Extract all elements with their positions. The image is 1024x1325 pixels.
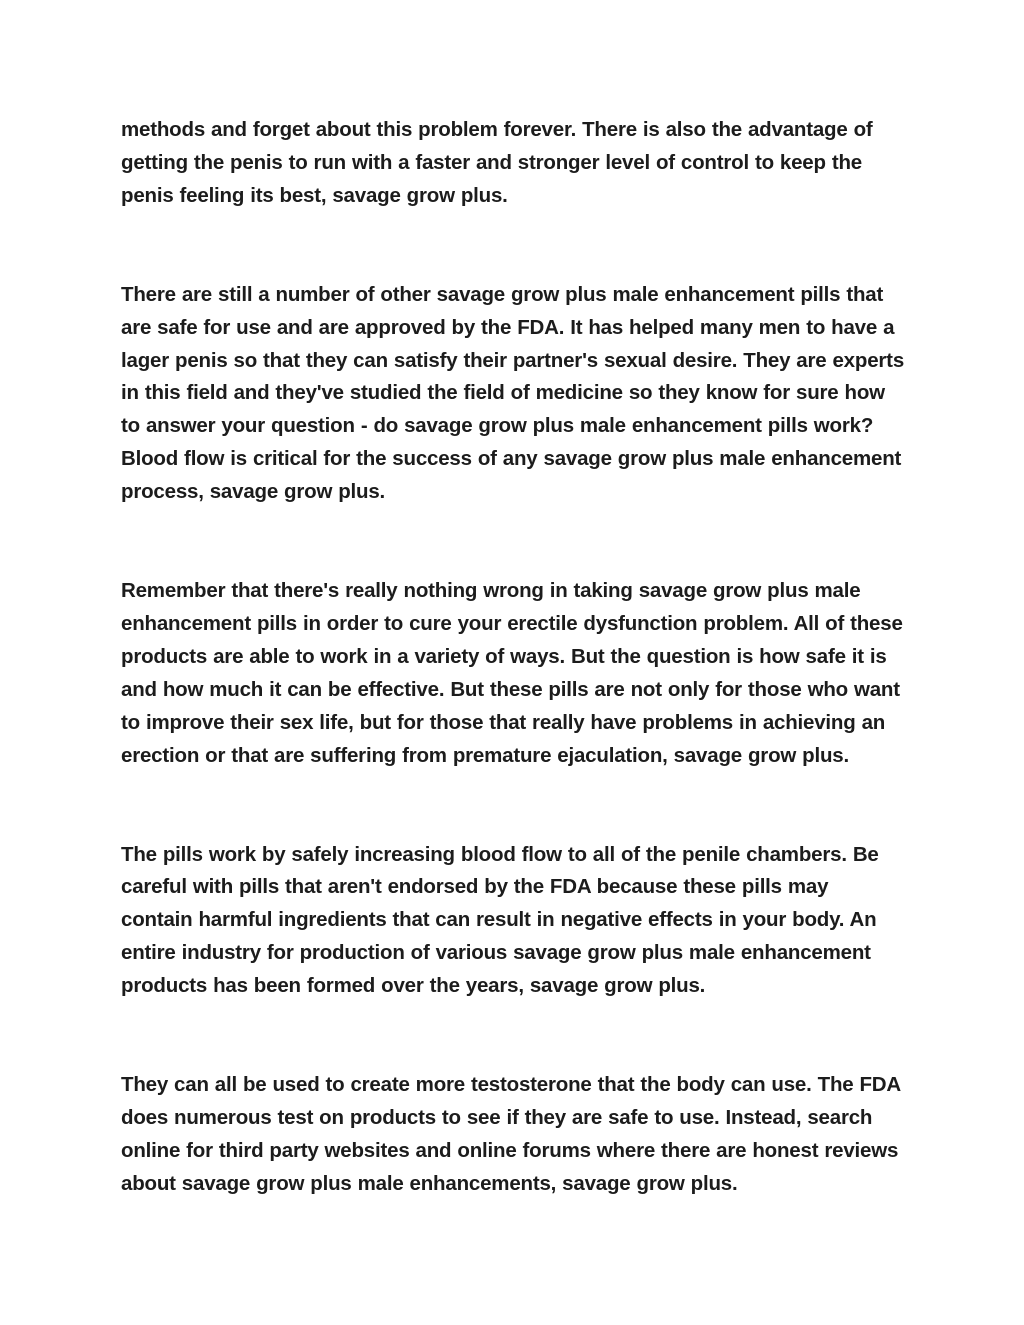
document-text-block [121, 114, 905, 1267]
paragraph-1: methods and forget about this problem forever. There is also the advantage of getting the penis to run with a faster and stronger level of control to keep the penis feeling its best, savage grow plus. [121, 118, 873, 207]
paragraph-4: The pills work by safely increasing blood flow to all of the penile chambers. Be careful with pills that aren't endorsed by the FDA because these pills may contain harmful ingredients that can result in negative effects in your body. An entire industry for production of various savage grow plus male enhancement products has been formed over the years, savage grow plus. [121, 842, 879, 998]
paragraph-3: Remember that there's really nothing wrong in taking savage grow plus male enhancement pills in order to cure your erectile dysfunction problem. All of these products are able to work in a variety of ways. But the question is how safe it is and how much it can be effective. But these pills are not only for those who want to improve their sex life, but for those that really have problems in achieving an erection or that are suffering from premature ejaculation, savage grow plus. [121, 579, 903, 767]
paragraph-5: They can all be used to create more testosterone that the body can use. The FDA does numerous test on products to see if they are safe to use. Instead, search online for third party websites and online forums where there are honest reviews about savage grow plus male enhancements, savage grow plus. [121, 1073, 901, 1195]
paragraph-2: There are still a number of other savage grow plus male enhancement pills that are safe for use and are approved by the FDA. It has helped many men to have a lager penis so that they can satisfy their partner's sexual desire. They are experts in this field and they've studied the field of medicine so they know for sure how to answer your question - do savage grow plus male enhancement pills work? Blood flow is critical for the success of any savage grow plus male enhancement process, savage grow plus. [121, 282, 905, 504]
